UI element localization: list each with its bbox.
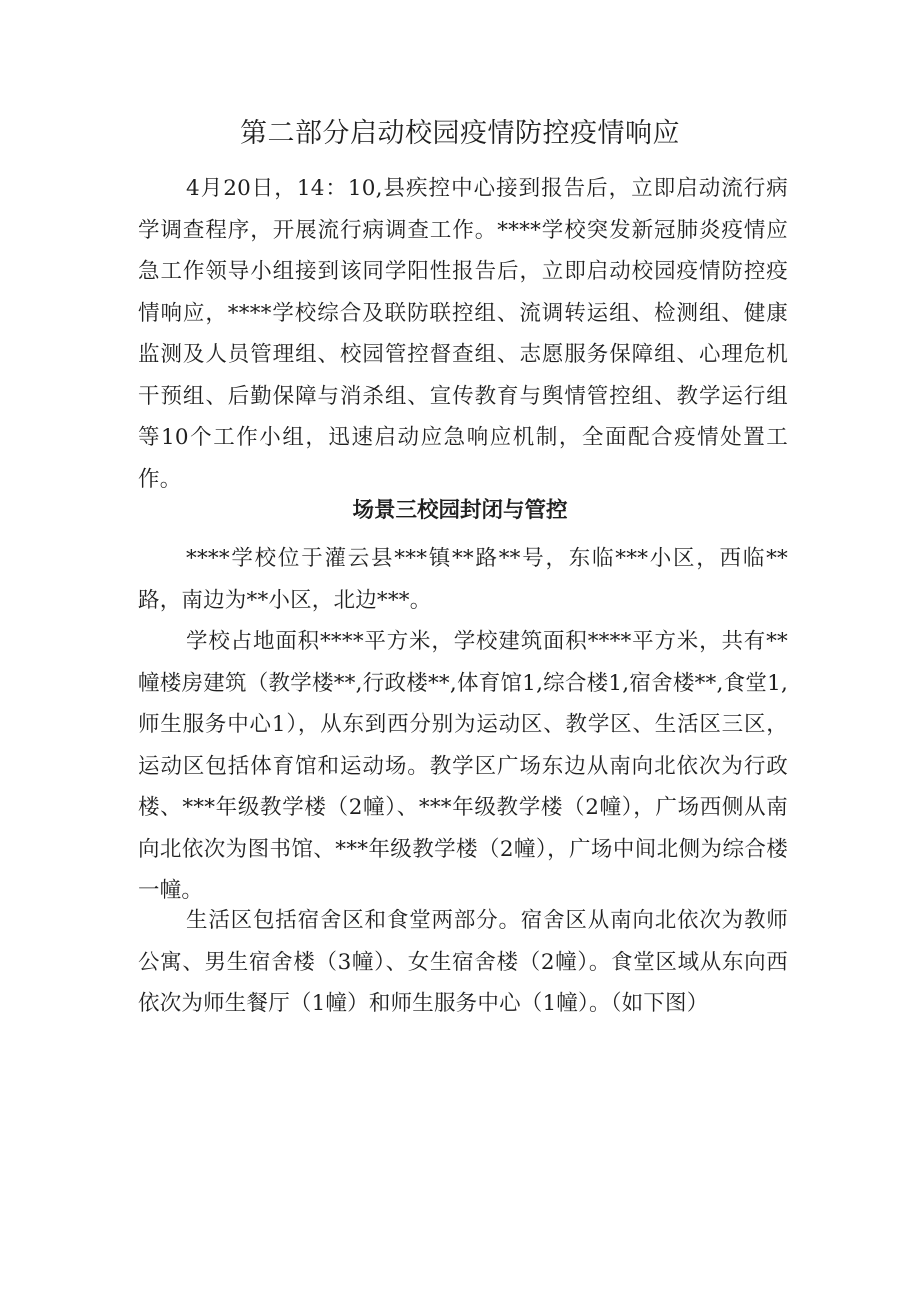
paragraph-campus-buildings: 学校占地面积****平方米，学校建筑面积****平方米，共有**幢楼房建筑（教学楼**,行政楼**,体育馆1,综合楼1,宿舍楼**,食堂1,师生服务中心1），从东到西分别为运动区、教学区、生活区三区，运动区包括体育馆和运动场。教学区广场东边从南向北依次为行政楼、***年级教学楼（2幢）、***年级教学楼（2幢），广场西侧从南向北依次为图书馆、***年级教学楼（2幢），广场中间北侧为综合楼一幢。 xyxy=(138,629,788,903)
paragraph-school-location: ****学校位于灌云县***镇**路**号，东临***小区，西临**路，南边为**小区，北边***。 xyxy=(138,546,788,613)
section-title-scene-three: 场景三校园封闭与管控 xyxy=(352,498,568,523)
document-title: 第二部分启动校园疫情防控疫情响应 xyxy=(240,118,680,149)
paragraph-living-area: 生活区包括宿舍区和食堂两部分。宿舍区从南向北依次为教师公寓、男生宿舍楼（3幢）、女生宿舍楼（2幢）。食堂区域从东向西依次为师生餐厅（1幢）和师生服务中心（1幢）。（如下图） xyxy=(138,908,788,1016)
paragraph-response-launch: 4月20日，14：10,县疾控中心接到报告后，立即启动流行病学调查程序，开展流行病调查工作。****学校突发新冠肺炎疫情应急工作领导小组接到该同学阳性报告后，立即启动校园疫情防控疫情响应，****学校综合及联防联控组、流调转运组、检测组、健康监测及人员管理组、校园管控督查组、志愿服务保障组、心理危机干预组、后勤保障与消杀组、宣传教育与舆情管控组、教学运行组等10个工作小组，迅速启动应急响应机制，全面配合疫情处置工作。 xyxy=(138,176,788,492)
